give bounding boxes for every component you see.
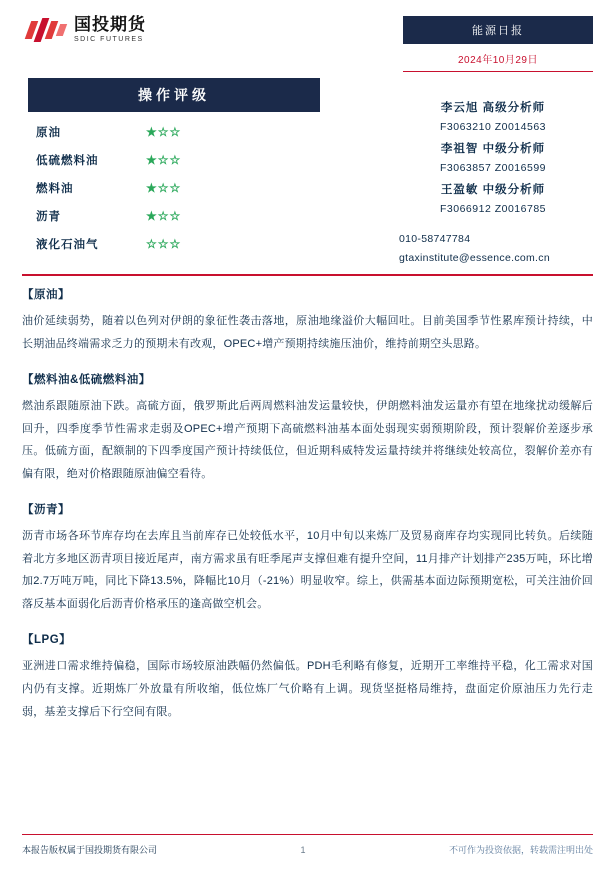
section-bitumen [22, 501, 593, 615]
list-item [36, 180, 320, 196]
rating-list [28, 124, 320, 252]
report-header-card [403, 16, 593, 72]
list-item [36, 152, 320, 168]
section-title: 【沥青】 [22, 504, 70, 517]
report-type-badge: 能源日报 [403, 16, 593, 44]
footer-disclaimer: 不可作为投资依据，转载需注明出处 [448, 845, 593, 855]
page-footer [22, 834, 593, 857]
analyst-name: 王盈敏 中级分析师 [440, 184, 546, 196]
contact-phone: 010-58747784 [399, 233, 471, 245]
analyst-code: F3063857 Z0016599 [440, 162, 546, 174]
rating-item-label: 原油 [36, 127, 61, 139]
list-item [36, 208, 320, 224]
section-title: 【原油】 [22, 289, 70, 301]
section-crude-oil [22, 286, 593, 355]
rating-item-label: 沥青 [36, 211, 61, 223]
rating-stars: ★☆☆ [146, 125, 182, 139]
brand-name-en: SDIC FUTURES [74, 36, 144, 43]
section-fuel-oil [22, 371, 593, 485]
list-item [36, 236, 320, 252]
analyst-code: F3063210 Z0014563 [440, 121, 546, 133]
analyst-code: F3066912 Z0016785 [440, 203, 546, 215]
analyst-block [393, 78, 593, 264]
footer-divider [22, 834, 593, 836]
rating-stars: ☆☆☆ [146, 237, 182, 251]
rating-stars: ★☆☆ [146, 181, 182, 195]
section-body: 沥青市场各环节库存均在去库且当前库存已处较低水平，10月中旬以来炼厂及贸易商库存均实现同比转负。后续随着北方多地区沥青项目接近尾声，南方需求虽有旺季尾声支撑但难有提升空间，11月排产计划排产235万吨，环比增加2.7万吨万吨，同比下降13.5%，降幅比10月（-21%）明显收窄。综上，供需基本面边际预期宽松，可关注油价回落反基本面弱化后沥青价格承压的逢高做空机会。 [22, 530, 593, 610]
analyst-name: 李祖智 中级分析师 [440, 143, 546, 155]
brand-name-cn: 国投期货 [74, 15, 146, 34]
section-title: 【LPG】 [22, 634, 72, 647]
page-number: 1 [300, 844, 306, 855]
brand-logo [22, 16, 146, 43]
divider [22, 274, 593, 276]
section-title: 【燃料油&低硫燃料油】 [22, 374, 151, 387]
rating-item-label: 燃料油 [36, 183, 74, 195]
contact-email[interactable]: gtaxinstitute@essence.com.cn [399, 252, 550, 264]
section-lpg [22, 631, 593, 723]
rating-item-label: 低硫燃料油 [36, 155, 99, 167]
list-item [36, 124, 320, 140]
section-body: 亚洲进口需求维持偏稳，国际市场较原油跌幅仍然偏低。PDH毛利略有修复，近期开工率维持平稳，化工需求对国内仍有支撑。近期炼厂外放量有所收缩，低位炼厂气价略有上调。现货坚挺格局维持，盘面定价原油压力先行走弱，基差支撑后下行空间有限。 [22, 660, 593, 718]
rating-panel [22, 78, 320, 264]
rating-item-label: 液化石油气 [36, 239, 99, 251]
analyst-name: 李云旭 高级分析师 [440, 102, 546, 114]
summary-row [22, 78, 593, 264]
footer-copyright: 本报告版权属于国投期货有限公司 [22, 845, 158, 855]
section-body: 燃油系跟随原油下跌。高硫方面，俄罗斯此后两周燃料油发运量较快，伊朗燃料油发运量亦有望在地缘扰动缓解后回升，四季度季节性需求走弱及OPEC+增产预期下高硫燃料油基本面处弱现实弱预期阶段，预计裂解价差逐步承压。低硫方面，配额制的下四季度国产预计持续低位，但近期科威特发运量持续并将继续处较高位，裂解价差亦有偏有限，绝对价格跟随原油偏空看待。 [22, 400, 593, 480]
sdic-logo-icon [28, 17, 68, 43]
rating-panel-title: 操作评级 [28, 78, 320, 112]
rating-stars: ★☆☆ [146, 209, 182, 223]
rating-stars: ★☆☆ [146, 153, 182, 167]
page-header [22, 0, 593, 72]
report-content [22, 286, 593, 723]
report-date: 2024年10月29日 [403, 44, 593, 72]
section-body: 油价延续弱势，随着以色列对伊朗的象征性袭击落地，原油地缘溢价大幅回吐。目前美国季节性累库预计持续，中长期油品终端需求乏力的预期未有改观，OPEC+增产预期持续施压油价，维持前期空头思路。 [22, 315, 593, 350]
